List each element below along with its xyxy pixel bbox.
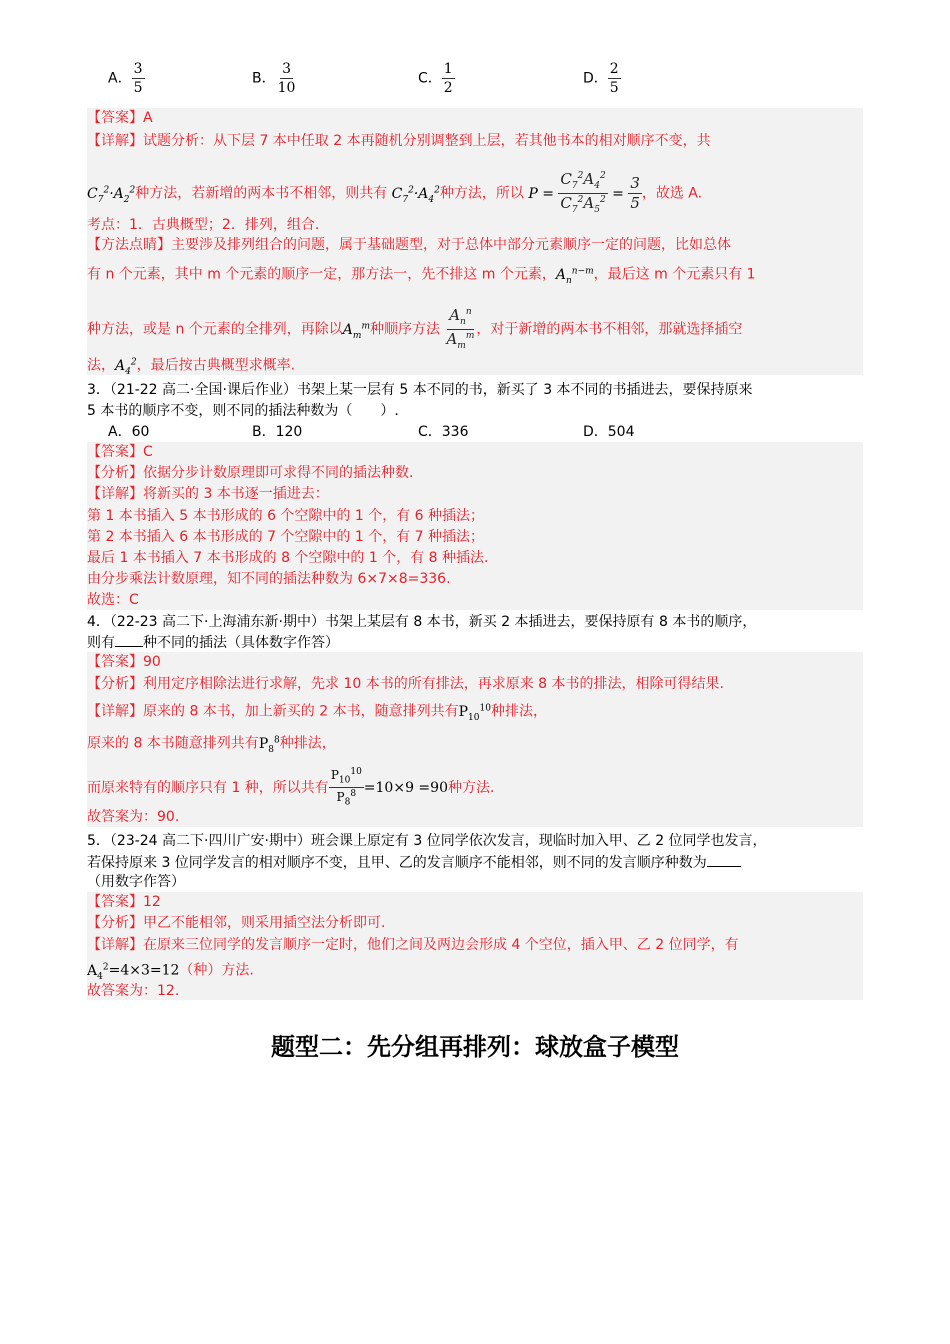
formula: $\frac{A_n^n}{A_m^m}$: [446, 306, 475, 351]
method-line: 【方法点睛】主要涉及排列组合的问题，属于基础题型，对于总体中部分元素顺序一定的问题，比如总体: [87, 237, 731, 253]
q4-stem-line: 则有 种不同的插法（具体数字作答）: [87, 632, 339, 653]
answer-blank: [115, 632, 143, 647]
option-a: A． $\frac{3}{5}$: [108, 61, 143, 96]
method-line: 种方法，或是 n 个元素的全排列，再除以$A_m^m$种顺序方法 $\frac{A_n^n}{A_m^m}$ ，对于新增的两本书不相邻，那就选择插空: [87, 306, 743, 351]
option-c: C．336: [418, 424, 469, 440]
probability-formula: P = $\frac{C_7^2A_4^2}{C_7^2A_5^2}$ = $\frac{3}{5}$: [528, 170, 640, 215]
formula: $C_7^2\cdot A_2^2$: [87, 184, 136, 205]
detail-line: 最后 1 本书插入 7 本书形成的 8 个空隙中的 1 个，有 8 种插法.: [87, 550, 489, 566]
option-d: D．504: [583, 424, 635, 440]
section-heading: 题型二：先分组再排列：球放盒子模型: [271, 1033, 679, 1061]
q2-solution: [87, 108, 863, 375]
q5-solution: [87, 892, 863, 1000]
formula: $P_{10}^{10}$: [458, 703, 491, 723]
formula: $A_m^m$: [342, 320, 370, 341]
fraction: $\frac{2}{5}$: [609, 61, 619, 96]
formula: $A_4^2$: [87, 962, 109, 982]
method-line: 法，$A_4^2$，最后按古典概型求概率.: [87, 357, 296, 377]
option-c: C． $\frac{1}{2}$: [418, 61, 453, 96]
formula: $C_7^2\cdot A_4^2$: [391, 184, 440, 205]
kaodian: 考点：1．古典概型；2．排列，组合.: [87, 217, 320, 233]
option-d: D． $\frac{2}{5}$: [583, 61, 619, 96]
analysis: 【分析】依据分步计数原理即可求得不同的插法种数.: [87, 465, 414, 481]
answer: 【答案】C: [87, 444, 153, 460]
detail-line: 【详解】试题分析：从下层 7 本中任取 2 本再随机分别调整到上层，若其他书本的相对顺序不变，共: [87, 133, 711, 149]
q5-stem-line: （用数字作答）: [87, 874, 185, 890]
formula: $A_n^{n-m}$: [555, 266, 594, 286]
fraction: $\frac{3}{5}$: [133, 61, 143, 96]
detail-line: 第 1 本书插入 5 本书形成的 6 个空隙中的 1 个，有 6 种插法；: [87, 508, 485, 524]
q4-stem-line: 4．（22-23 高二下·上海浦东新·期中）书架上某层有 8 本书，新买 2 本插进去，要保持原有 8 本书的顺序，: [87, 614, 757, 630]
detail-line: 原来的 8 本书随意排列共有$P_8^8$种排法，: [87, 735, 336, 755]
q4-solution: [87, 652, 863, 827]
detail-line: 【详解】在原来三位同学的发言顺序一定时，他们之间及两边会形成 4 个空位，插入甲、乙 2 位同学，有: [87, 937, 739, 953]
detail-line: 【详解】原来的 8 本书，加上新买的 2 本书，随意排列共有$P_{10}^{10}$种排法，: [87, 703, 547, 723]
formula: $\frac{P_{10}^{10}}{P_8^8}$: [330, 767, 362, 808]
q3-solution: [87, 442, 863, 610]
q5-stem-line: 若保持原来 3 位同学发言的相对顺序不变，且甲、乙的发言顺序不能相邻，则不同的发言顺序种数为: [87, 852, 741, 873]
final-answer: 故答案为：12.: [87, 983, 180, 999]
detail-line: $C_7^2\cdot A_2^2$种方法，若新增的两本书不相邻，则共有 $C_7^2\cdot A_4^2$种方法，所以 P = $\frac{C_7^2A_4^2}{C_7^2A_5^2}$ = $\frac{3}{5}$ ，故选 A.: [87, 170, 703, 215]
final-answer: 故答案为：90.: [87, 809, 180, 825]
method-line: 有 n 个元素，其中 m 个元素的顺序一定，那方法一，先不排这 m 个元素，$A_n^{n-m}$，最后这 m 个元素只有 1: [87, 266, 756, 286]
answer-blank: [707, 852, 741, 867]
option-a: A．60: [108, 424, 150, 440]
answer: 【答案】12: [87, 894, 161, 910]
answer: 【答案】A: [87, 110, 153, 126]
formula: $P_8^8$: [258, 735, 280, 755]
fraction: $\frac{3}{10}$: [277, 61, 296, 96]
detail-line: $A_4^2=4\times 3=12$（种）方法.: [87, 962, 254, 982]
detail-line: 而原来特有的顺序只有 1 种，所以共有 $\frac{P_{10}^{10}}{P_8^8}$ =10×9 =90种方法.: [87, 767, 495, 808]
fraction: $\frac{1}{2}$: [443, 61, 453, 96]
analysis: 【分析】甲乙不能相邻，则采用插空法分析即可.: [87, 915, 386, 931]
answer: 【答案】90: [87, 654, 161, 670]
formula: $A_4^2$: [115, 357, 137, 377]
q5-stem-line: 5．（23-24 高二下·四川广安·期中）班会课上原定有 3 位同学依次发言，现临时加入甲、乙 2 位同学也发言，: [87, 833, 767, 849]
detail-line: 【详解】将新买的 3 本书逐一插进去：: [87, 486, 329, 502]
detail-line: 由分步乘法计数原理，知不同的插法种数为 6×7×8=336.: [87, 571, 451, 587]
q3-stem-line: 5 本书的顺序不变，则不同的插法种数为（ ）.: [87, 403, 399, 419]
detail-line: 故选：C: [87, 592, 139, 608]
q3-stem-line: 3．（21-22 高二·全国·课后作业）书架上某一层有 5 本不同的书，新买了 3 本不同的书插进去，要保持原来: [87, 382, 753, 398]
analysis: 【分析】利用定序相除法进行求解，先求 10 本书的所有排法，再求原来 8 本书的排法，相除可得结果.: [87, 676, 724, 692]
option-b: B．120: [252, 424, 303, 440]
detail-line: 第 2 本书插入 6 本书形成的 7 个空隙中的 1 个，有 7 种插法；: [87, 529, 485, 545]
option-b: B． $\frac{3}{10}$: [252, 61, 296, 96]
